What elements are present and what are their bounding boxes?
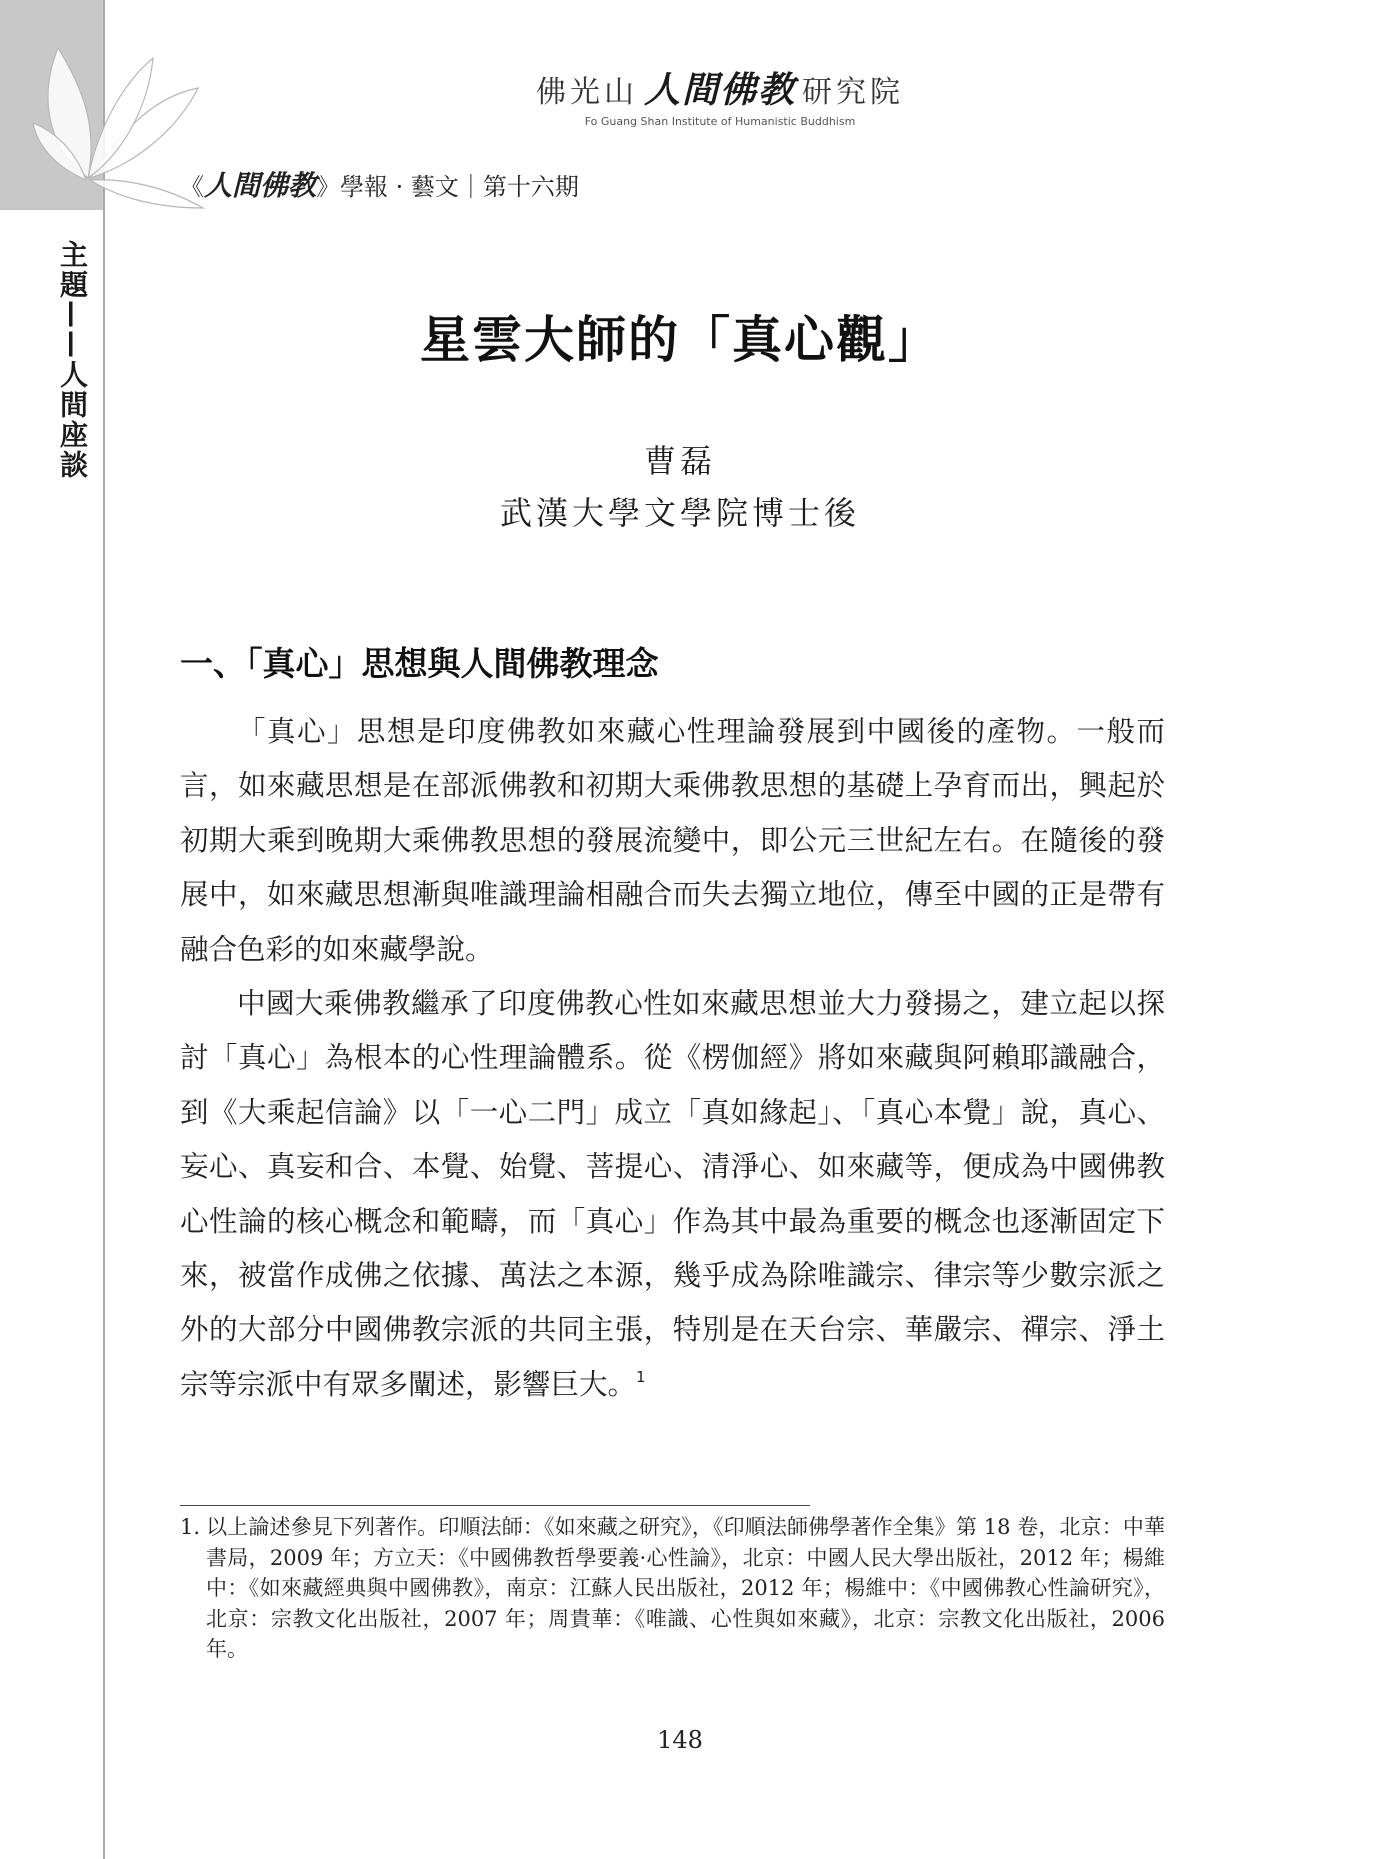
article-title: 星雲大師的「真心觀」 [420,311,940,369]
institute-prefix: 佛光山 [535,75,638,110]
footnote-text: 以上論述參見下列著作。印順法師：《如來藏之研究》，《印順法師佛學著作全集》第 18 卷，北京：中華書局，2009 年；方立天：《中國佛教哲學要義·心性論》，北京：中國人民大學出版社，2012 年；楊維中：《如來藏經典與中國佛教》，南京：江蘇人民出版社，2012 年；楊維中：《中國佛教心性論研究》，北京：宗教文化出版社，2007 年；周貴華：《唯識、心性與如來藏》，北京：宗教文化出版社，2006 年。 [206,1515,1165,1661]
footnote [180,1512,1165,1665]
footnote-rule [180,1505,810,1506]
institute-header [490,62,950,128]
section-label: 主題——人間座談 [56,240,89,480]
paragraph [180,977,1165,1412]
section-heading: 一、「真心」思想與人間佛教理念 [180,644,659,683]
author-name: 曹磊 [643,442,716,480]
journal-brand: 人間佛教 [204,169,317,202]
article-body [180,705,1165,1412]
margin-rule [103,0,105,1859]
paragraph [180,705,1165,977]
institute-english: Fo Guang Shan Institute of Humanistic Buddhism [584,115,856,128]
paragraph-text: 中國大乘佛教繼承了印度佛教心性如來藏思想並大力發揚之，建立起以探討「真心」為根本的心性理論體系。從《楞伽經》將如來藏與阿賴耶識融合，到《大乘起信論》以「一心二門」成立「真如緣起」、「真心本覺」說，真心、妄心、真妄和合、本覺、始覺、菩提心、清淨心、如來藏等，便成為中國佛教心性論的核心概念和範疇，而「真心」作為其中最為重要的概念也逐漸固定下來，被當作成佛之依據、萬法之本源，幾乎成為除唯識宗、律宗等少數宗派之外的大部分中國佛教宗派的共同主張，特別是在天台宗、華嚴宗、禪宗、淨土宗等宗派中有眾多闡述，影響巨大。 [180,987,1165,1401]
institute-name [490,62,950,113]
journal-open: 《 [180,173,204,201]
institute-suffix: 研究院 [802,75,904,110]
footnote-marker[interactable]: 1 [636,1367,646,1386]
page-number: 148 [657,1726,703,1754]
footnote-number: 1. [180,1515,201,1539]
journal-line [180,164,579,204]
institute-brand: 人間佛教 [643,70,796,111]
paragraph-text: 「真心」思想是印度佛教如來藏心性理論發展到中國後的產物。一般而言，如來藏思想是在部派佛教和初期大乘佛教思想的基礎上孕育而出，興起於初期大乘到晚期大乘佛教思想的發展流變中，即公元三世紀左右。在隨後的發展中，如來藏思想漸與唯識理論相融合而失去獨立地位，傳至中國的正是帶有融合色彩的如來藏學說。 [180,715,1165,966]
author-affiliation: 武漢大學文學院博士後 [499,494,860,532]
journal-issue: 》學報 · 藝文｜第十六期 [316,173,579,201]
